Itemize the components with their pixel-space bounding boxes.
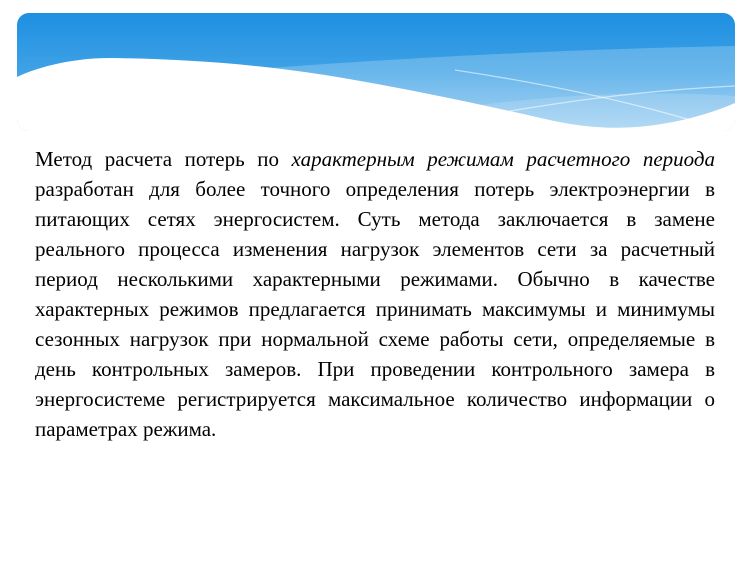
slide-body: [35, 144, 715, 444]
header-wave-graphic: [0, 0, 750, 145]
paragraph-segment-italic: характерным режимам расчетного периода: [291, 147, 715, 171]
paragraph-segment-normal-1: Метод расчета потерь по: [35, 147, 292, 171]
body-paragraph: [35, 144, 715, 444]
paragraph-segment-normal-2: разработан для более точного определения потерь электроэнергии в питающих сетях энергосистем. Суть метода заключается в замене реального процесса изменения нагрузок элементов сети за расчетный период несколькими характерными режимами. Обычно в качестве характерных режимов предлагается принимать максимумы и минимумы сезонных нагрузок при нормальной схеме работы сети, определяемые в день контрольных замеров. При проведении контрольного замера в энергосистеме регистрируется максимальное количество информации о параметрах режима.: [35, 177, 715, 441]
